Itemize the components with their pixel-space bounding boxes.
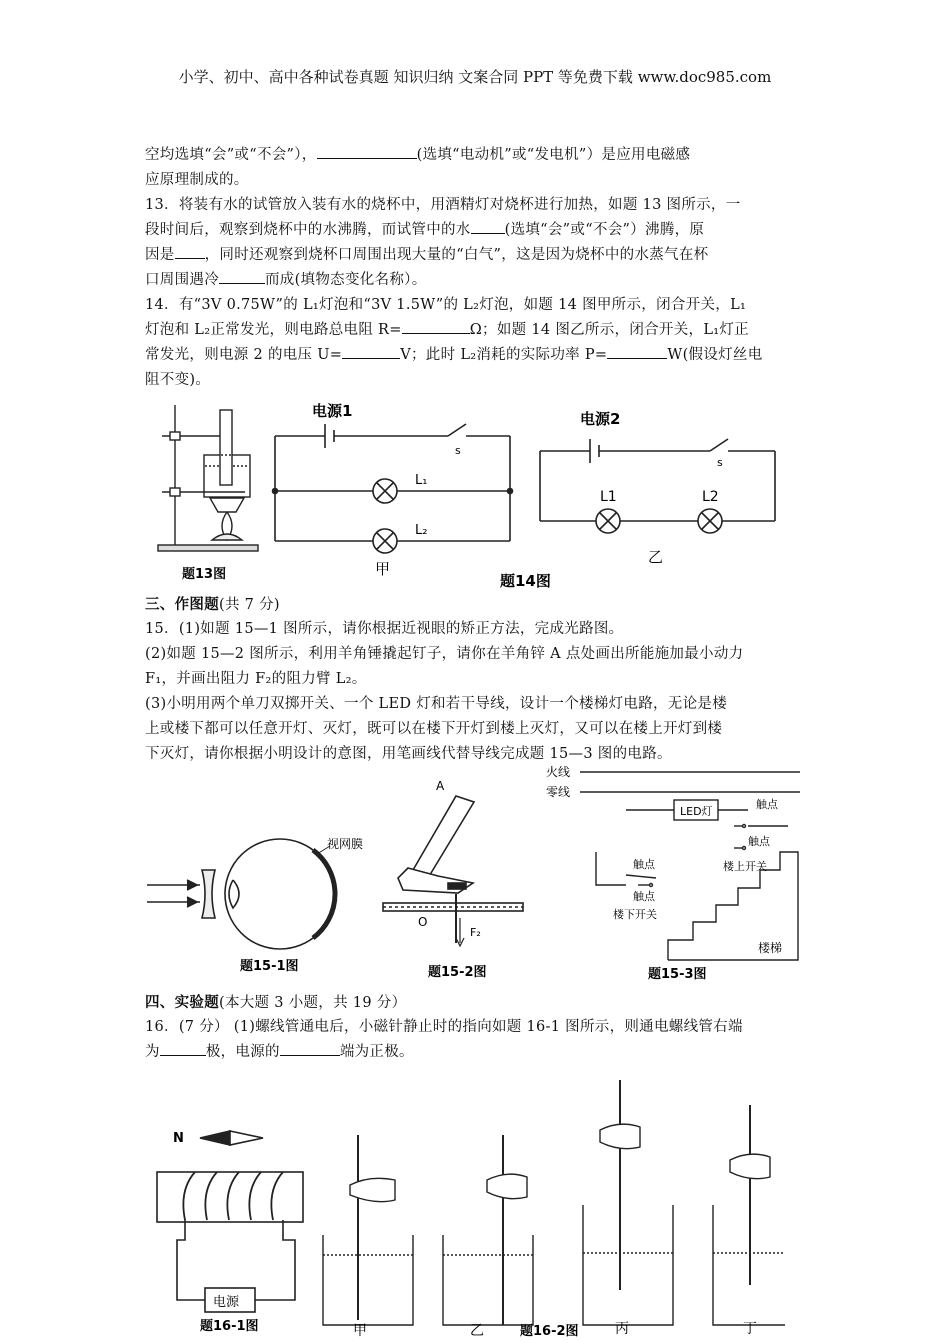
answer-blank[interactable]: [280, 1040, 340, 1056]
label-s: s: [455, 444, 461, 457]
q15-1: 15．(1)如题 15—1 图所示，请你根据近视眼的矫正方法，完成光路图。: [145, 621, 624, 637]
solenoid-core: [157, 1172, 303, 1222]
label-ding: 丁: [743, 1321, 757, 1337]
label-a: A: [436, 779, 445, 793]
test-tube: [220, 410, 232, 485]
label-f2: F₂: [470, 926, 481, 939]
label-s2: s: [717, 456, 723, 469]
answer-blank[interactable]: [160, 1040, 206, 1056]
label-yi: 乙: [648, 548, 664, 566]
answer-blank[interactable]: [471, 218, 505, 234]
label-l1b: L1: [600, 489, 617, 505]
q14-line1: 14．有“3V 0.75W”的 L₁灯泡和“3V 1.5W”的 L₂灯泡，如题 14 图甲所示，闭合开关，L₁: [145, 297, 747, 313]
fig15-1-caption: 题15-1图: [240, 959, 299, 974]
label-bing: 丙: [615, 1321, 629, 1337]
label-stairs: 楼梯: [758, 941, 783, 955]
alcohol-lamp: [212, 534, 242, 540]
q13-line3: 因是 ，同时还观察到烧杯口周围出现大量的“白气”，这是因为烧杯中的水蒸气在杯: [145, 243, 810, 268]
switch-s2: [710, 439, 728, 451]
beaker-jia: [323, 1235, 413, 1325]
answer-blank[interactable]: [402, 318, 470, 334]
label-source1: 电源1: [312, 402, 353, 420]
concave-lens: [202, 870, 215, 918]
label-yi: 乙: [470, 1323, 484, 1337]
switch-s1: [448, 424, 466, 436]
label-l2: L₂: [415, 523, 428, 538]
label-contact: 触点: [748, 835, 770, 848]
q16-line2: 为 极，电源的 端为正极。: [145, 1040, 810, 1065]
label-led: LED灯: [680, 805, 713, 818]
q13-line4: 口周围遇冷 而成(填物态变化名称）。: [145, 268, 810, 293]
answer-blank[interactable]: [219, 268, 265, 284]
beaker-bing: [583, 1205, 673, 1325]
label-retina: 视网膜: [327, 837, 364, 851]
answer-blank[interactable]: [342, 343, 400, 359]
fig15-2-caption: 题15-2图: [428, 965, 487, 980]
q15-3c: 下灭灯，请你根据小明设计的意图，用笔画线代替导线完成题 15—3 图的电路。: [145, 746, 672, 762]
q15-2b: F₁，并画出阻力 F₂的阻力臂 L₂。: [145, 671, 367, 687]
fig16-2-caption: 题16-2图: [520, 1324, 579, 1337]
downstairs-switch: [626, 875, 656, 878]
label-jia: 甲: [353, 1323, 367, 1337]
fig14-caption: 题14图: [500, 572, 551, 590]
label-upstairs-switch: 楼上开关: [723, 860, 767, 873]
q13-line2: 段时间后，观察到烧杯中的水沸腾，而试管中的水 (选填“会”或“不会”）沸腾，原: [145, 218, 810, 243]
figure-15-2: [378, 778, 528, 983]
sec4-heading: 四、实验题(本大题 3 小题，共 19 分）: [145, 994, 407, 1011]
answer-blank[interactable]: [607, 343, 667, 359]
q15-3b: 上或楼下都可以任意开灯、灭灯，既可以在楼下开灯到楼上灭灯，又可以在楼上开灯到楼: [145, 721, 723, 737]
q14-line4: 阻不变)。: [145, 372, 211, 388]
q14-line3: 常发光，则电源 2 的电压 U= V；此时 L₂消耗的实际功率 P= W(假设灯丝电: [145, 343, 810, 368]
stand-base: [158, 545, 258, 551]
label-jia: 甲: [375, 560, 391, 578]
sec3-heading: 三、作图题(共 7 分): [145, 596, 280, 613]
figure-15-1: [145, 820, 375, 985]
beaker-yi: [443, 1235, 533, 1325]
q12-line1: 空均选填“会”或“不会”）， (选填“电动机”或“发电机”）是应用电磁感: [145, 143, 810, 168]
label-downstairs-switch: 楼下开关: [613, 908, 657, 921]
q14-line2: 灯泡和 L₂正常发光，则电路总电阻 R= Ω；如题 14 图乙所示，闭合开关，L₁灯正: [145, 318, 810, 343]
fig15-3-caption: 题15-3图: [648, 967, 707, 982]
label-power: 电源: [213, 1295, 240, 1310]
q16-line1: 16．(7 分） (1)螺线管通电后，小磁针静止时的指向如题 16-1 图所示，则通电螺线管右端: [145, 1019, 743, 1035]
fig13-caption: 题13图: [182, 567, 227, 582]
label-l1: L₁: [415, 473, 428, 488]
q12-line2: 应原理制成的。: [145, 172, 249, 188]
figure-14: [270, 396, 790, 590]
label-source2: 电源2: [580, 410, 621, 428]
page-header: 小学、初中、高中各种试卷真题 知识归纳 文案合同 PPT 等免费下载 www.doc985.com: [178, 68, 772, 86]
label-l2b: L2: [702, 489, 719, 505]
q13-line1: 13．将装有水的试管放入装有水的烧杯中，用酒精灯对烧杯进行加热，如题 13 图所示，一: [145, 197, 741, 213]
q15-2a: (2)如题 15—2 图所示，利用羊角锤撬起钉子，请你在羊角锌 A 点处画出所能施加最小动力: [145, 646, 744, 662]
q15-3a: (3)小明用两个单刀双掷开关、一个 LED 灯和若干导线，设计一个楼梯灯电路，无论是楼: [145, 696, 727, 712]
compass-needle-dark: [200, 1131, 230, 1145]
figure-15-3: [538, 760, 808, 985]
label-contact: 触点: [633, 890, 655, 903]
figure-13: [150, 400, 265, 585]
figure-16-1: [155, 1120, 315, 1335]
label-live: 火线: [546, 765, 571, 779]
label-n: N: [173, 1131, 184, 1146]
answer-blank[interactable]: [175, 243, 205, 259]
fig16-1-caption: 题16-1图: [200, 1319, 259, 1334]
label-contact: 触点: [756, 798, 778, 811]
answer-blank[interactable]: [317, 143, 417, 159]
label-contact: 触点: [633, 858, 655, 871]
retina: [313, 850, 335, 938]
figure-16-2: [315, 1075, 785, 1337]
hammer-handle: [413, 796, 474, 878]
label-o: O: [418, 915, 428, 929]
label-neutral: 零线: [546, 785, 571, 799]
